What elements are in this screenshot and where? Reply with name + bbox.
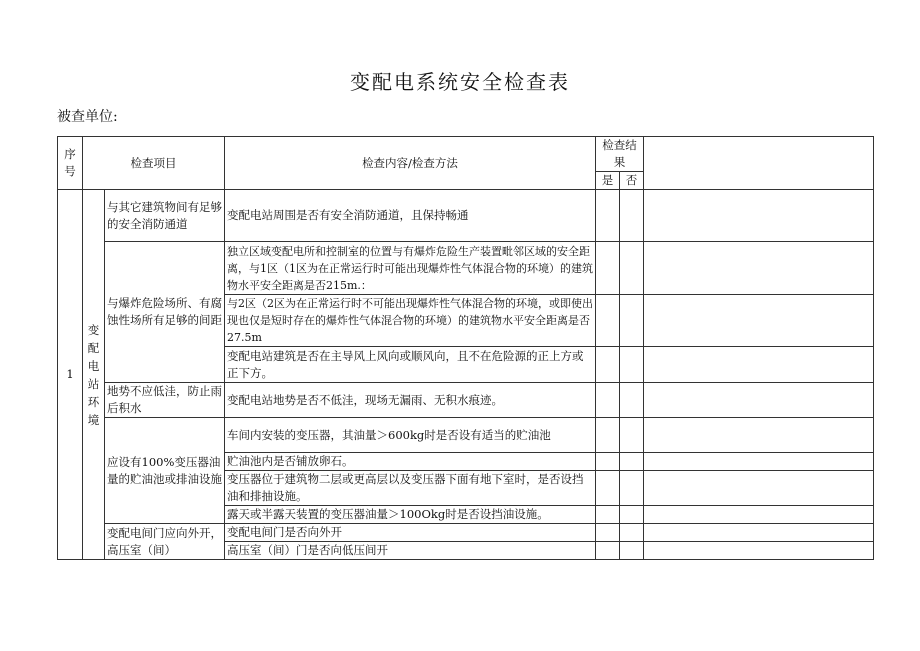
content-cell: 与2区（2区为在正常运行时不可能出现爆炸性气体混合物的环境，或即使出现也仅是短时存在的爆炸性气体混合物的环境）的建筑物水平安全距离是否27.5m xyxy=(225,295,596,347)
remark-cell[interactable] xyxy=(644,471,874,506)
yes-cell[interactable] xyxy=(596,383,620,418)
header-remark xyxy=(644,137,874,190)
no-cell[interactable] xyxy=(620,190,644,242)
header-seq: 序号 xyxy=(58,137,83,190)
no-cell[interactable] xyxy=(620,295,644,347)
no-cell[interactable] xyxy=(620,383,644,418)
header-no: 否 xyxy=(620,172,644,190)
remark-cell[interactable] xyxy=(644,418,874,453)
no-cell[interactable] xyxy=(620,418,644,453)
no-cell[interactable] xyxy=(620,471,644,506)
no-cell[interactable] xyxy=(620,542,644,560)
content-cell: 变配电间门是否向外开 xyxy=(225,524,596,542)
no-cell[interactable] xyxy=(620,453,644,471)
no-cell[interactable] xyxy=(620,524,644,542)
yes-cell[interactable] xyxy=(596,418,620,453)
yes-cell[interactable] xyxy=(596,295,620,347)
content-cell: 贮油池内是否铺放卵石。 xyxy=(225,453,596,471)
item-cell: 应设有100%变压器油量的贮油池或排油设施 xyxy=(105,418,225,524)
yes-cell[interactable] xyxy=(596,471,620,506)
item-cell: 与其它建筑物间有足够的安全消防通道 xyxy=(105,190,225,242)
content-cell: 车间内安装的变压器，其油量＞600kg时是否设有适当的贮油池 xyxy=(225,418,596,453)
header-result: 检查结果 xyxy=(596,137,644,172)
seq-cell: 1 xyxy=(58,190,83,560)
remark-cell[interactable] xyxy=(644,242,874,295)
remark-cell[interactable] xyxy=(644,190,874,242)
content-cell: 变配电站周围是否有安全消防通道，且保持畅通 xyxy=(225,190,596,242)
item-cell: 地势不应低洼，防止雨后积水 xyxy=(105,383,225,418)
yes-cell[interactable] xyxy=(596,242,620,295)
yes-cell[interactable] xyxy=(596,190,620,242)
inspection-table xyxy=(57,136,874,560)
header-content: 检查内容/检查方法 xyxy=(225,137,596,190)
content-cell: 变配电站建筑是否在主导风上风向或顺风向，且不在危险源的正上方或正下方。 xyxy=(225,347,596,383)
remark-cell[interactable] xyxy=(644,453,874,471)
inspected-unit-label: 被查单位: xyxy=(57,109,118,125)
yes-cell[interactable] xyxy=(596,542,620,560)
yes-cell[interactable] xyxy=(596,453,620,471)
document-title: 变配电系统安全检查表 xyxy=(350,70,570,94)
remark-cell[interactable] xyxy=(644,295,874,347)
content-cell: 变压器位于建筑物二层或更高层以及变压器下面有地下室时，是否设挡油和排抽设施。 xyxy=(225,471,596,506)
yes-cell[interactable] xyxy=(596,524,620,542)
no-cell[interactable] xyxy=(620,347,644,383)
header-item: 检查项目 xyxy=(83,137,225,190)
content-cell: 变配电站地势是否不低洼，现场无漏雨、无积水痕迹。 xyxy=(225,383,596,418)
no-cell[interactable] xyxy=(620,242,644,295)
content-cell: 高压室（间）门是否向低压间开 xyxy=(225,542,596,560)
remark-cell[interactable] xyxy=(644,383,874,418)
category-label: 变配电站环境 xyxy=(87,322,100,427)
item-cell: 变配电间门应向外开，高压室（间） xyxy=(105,524,225,560)
yes-cell[interactable] xyxy=(596,506,620,524)
remark-cell[interactable] xyxy=(644,542,874,560)
no-cell[interactable] xyxy=(620,506,644,524)
yes-cell[interactable] xyxy=(596,347,620,383)
remark-cell[interactable] xyxy=(644,524,874,542)
category-cell xyxy=(83,190,105,560)
item-cell: 与爆炸危险场所、有腐蚀性场所有足够的间距 xyxy=(105,242,225,383)
remark-cell[interactable] xyxy=(644,506,874,524)
content-cell: 露天或半露天装置的变压器油量＞100Okg时是否设挡油设施。 xyxy=(225,506,596,524)
remark-cell[interactable] xyxy=(644,347,874,383)
header-yes: 是 xyxy=(596,172,620,190)
content-cell: 独立区域变配电所和控制室的位置与有爆炸危险生产装置毗邻区域的安全距离，与1区（1区为在正常运行时可能出现爆炸性气体混合物的环境）的建筑物水平安全距离是否215m.： xyxy=(225,242,596,295)
